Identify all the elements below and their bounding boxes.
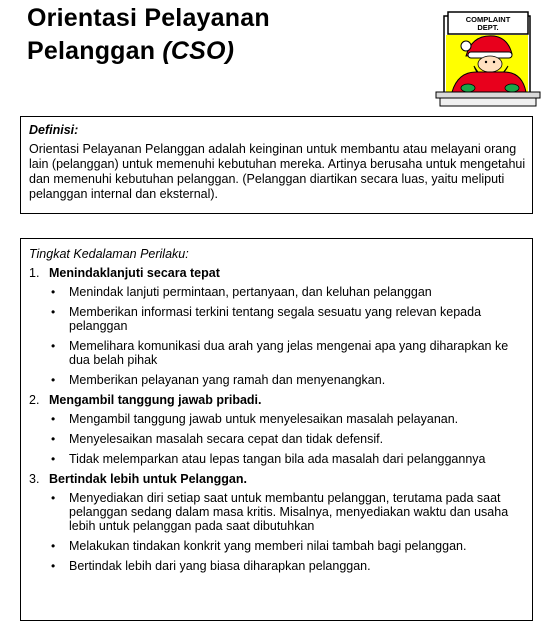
behavior-section-1 bbox=[29, 266, 526, 387]
bullet-icon: • bbox=[51, 452, 56, 466]
bullet-icon: • bbox=[51, 373, 56, 387]
bullet-icon: • bbox=[51, 339, 56, 353]
bullet-icon: • bbox=[51, 539, 56, 553]
definition-text: Orientasi Pelayanan Pelanggan adalah keinginan untuk membantu atau melayani orang lain (pelanggan) untuk memenuhi kebutuhan mereka. Artinya berusaha untuk mengetahui dan memenuhi kebutuhan pelanggan. (Pelanggan diartikan secara luas, yaitu meliputi pelanggan internal dan eksternal). bbox=[29, 142, 526, 201]
sign-line-2: DEPT. bbox=[477, 23, 499, 32]
list-item-text: Bertindak lebih dari yang biasa diharapkan pelanggan. bbox=[69, 559, 371, 573]
section-title-text: Bertindak lebih untuk Pelanggan. bbox=[49, 472, 247, 486]
list-item bbox=[29, 373, 526, 387]
list-item bbox=[29, 539, 526, 553]
section-title bbox=[29, 266, 526, 280]
behavior-section-2 bbox=[29, 393, 526, 466]
bullet-icon: • bbox=[51, 285, 56, 299]
section-number: 3. bbox=[29, 472, 40, 486]
list-item-text: Memberikan pelayanan yang ramah dan menyenangkan. bbox=[69, 373, 386, 387]
list-item-text: Menyediakan diri setiap saat untuk membantu pelanggan, terutama pada saat pelanggan sedang dalam masa kritis. Misalnya, menyediakan waktu dan usaha lebih untuk pelanggan pada saat dibutuhkan bbox=[69, 491, 509, 533]
section-title bbox=[29, 393, 526, 407]
list-item bbox=[29, 432, 526, 446]
bullet-icon: • bbox=[51, 412, 56, 426]
list-item bbox=[29, 491, 526, 533]
bullet-list bbox=[29, 412, 526, 466]
page-title bbox=[27, 2, 270, 68]
list-item bbox=[29, 452, 526, 466]
list-item-text: Tidak melemparkan atau lepas tangan bila ada masalah dari pelanggannya bbox=[69, 452, 486, 466]
definition-box bbox=[20, 116, 533, 214]
section-title bbox=[29, 472, 526, 486]
santa-complaint-desk-icon bbox=[432, 6, 543, 110]
bullet-icon: • bbox=[51, 305, 56, 319]
section-number: 2. bbox=[29, 393, 40, 407]
title-line-2 bbox=[27, 35, 270, 68]
list-item bbox=[29, 285, 526, 299]
title-abbreviation: (CSO) bbox=[162, 37, 235, 65]
section-title-text: Menindaklanjuti secara tepat bbox=[49, 266, 220, 280]
list-item bbox=[29, 559, 526, 573]
bullet-icon: • bbox=[51, 559, 56, 573]
list-item-text: Memberikan informasi terkini tentang segala sesuatu yang relevan kepada pelanggan bbox=[69, 305, 482, 333]
sign-line-1: COMPLAINT bbox=[465, 15, 511, 24]
bullet-list bbox=[29, 285, 526, 387]
list-item-text: Menyelesaikan masalah secara cepat dan tidak defensif. bbox=[69, 432, 384, 446]
bullet-icon: • bbox=[51, 491, 56, 505]
title-line-1: Orientasi Pelayanan bbox=[27, 4, 270, 32]
list-item-text: Mengambil tanggung jawab untuk menyelesaikan masalah pelayanan. bbox=[69, 412, 459, 426]
definition-heading: Definisi: bbox=[29, 123, 79, 137]
list-item-text: Melakukan tindakan konkrit yang memberi nilai tambah bagi pelanggan. bbox=[69, 539, 467, 553]
list-item bbox=[29, 305, 526, 333]
behavior-box bbox=[20, 238, 533, 621]
list-item-text: Memelihara komunikasi dua arah yang jelas mengenai apa yang diharapkan ke dua belah pihak bbox=[69, 339, 509, 367]
title-line-2-text: Pelanggan bbox=[27, 37, 163, 65]
list-item-text: Menindak lanjuti permintaan, pertanyaan, dan keluhan pelanggan bbox=[69, 285, 432, 299]
bullet-icon: • bbox=[51, 432, 56, 446]
behavior-heading: Tingkat Kedalaman Perilaku: bbox=[29, 247, 189, 261]
section-number: 1. bbox=[29, 266, 40, 280]
list-item bbox=[29, 412, 526, 426]
bullet-list bbox=[29, 491, 526, 573]
section-title-text: Mengambil tanggung jawab pribadi. bbox=[49, 393, 262, 407]
behavior-section-3 bbox=[29, 472, 526, 573]
list-item bbox=[29, 339, 526, 367]
